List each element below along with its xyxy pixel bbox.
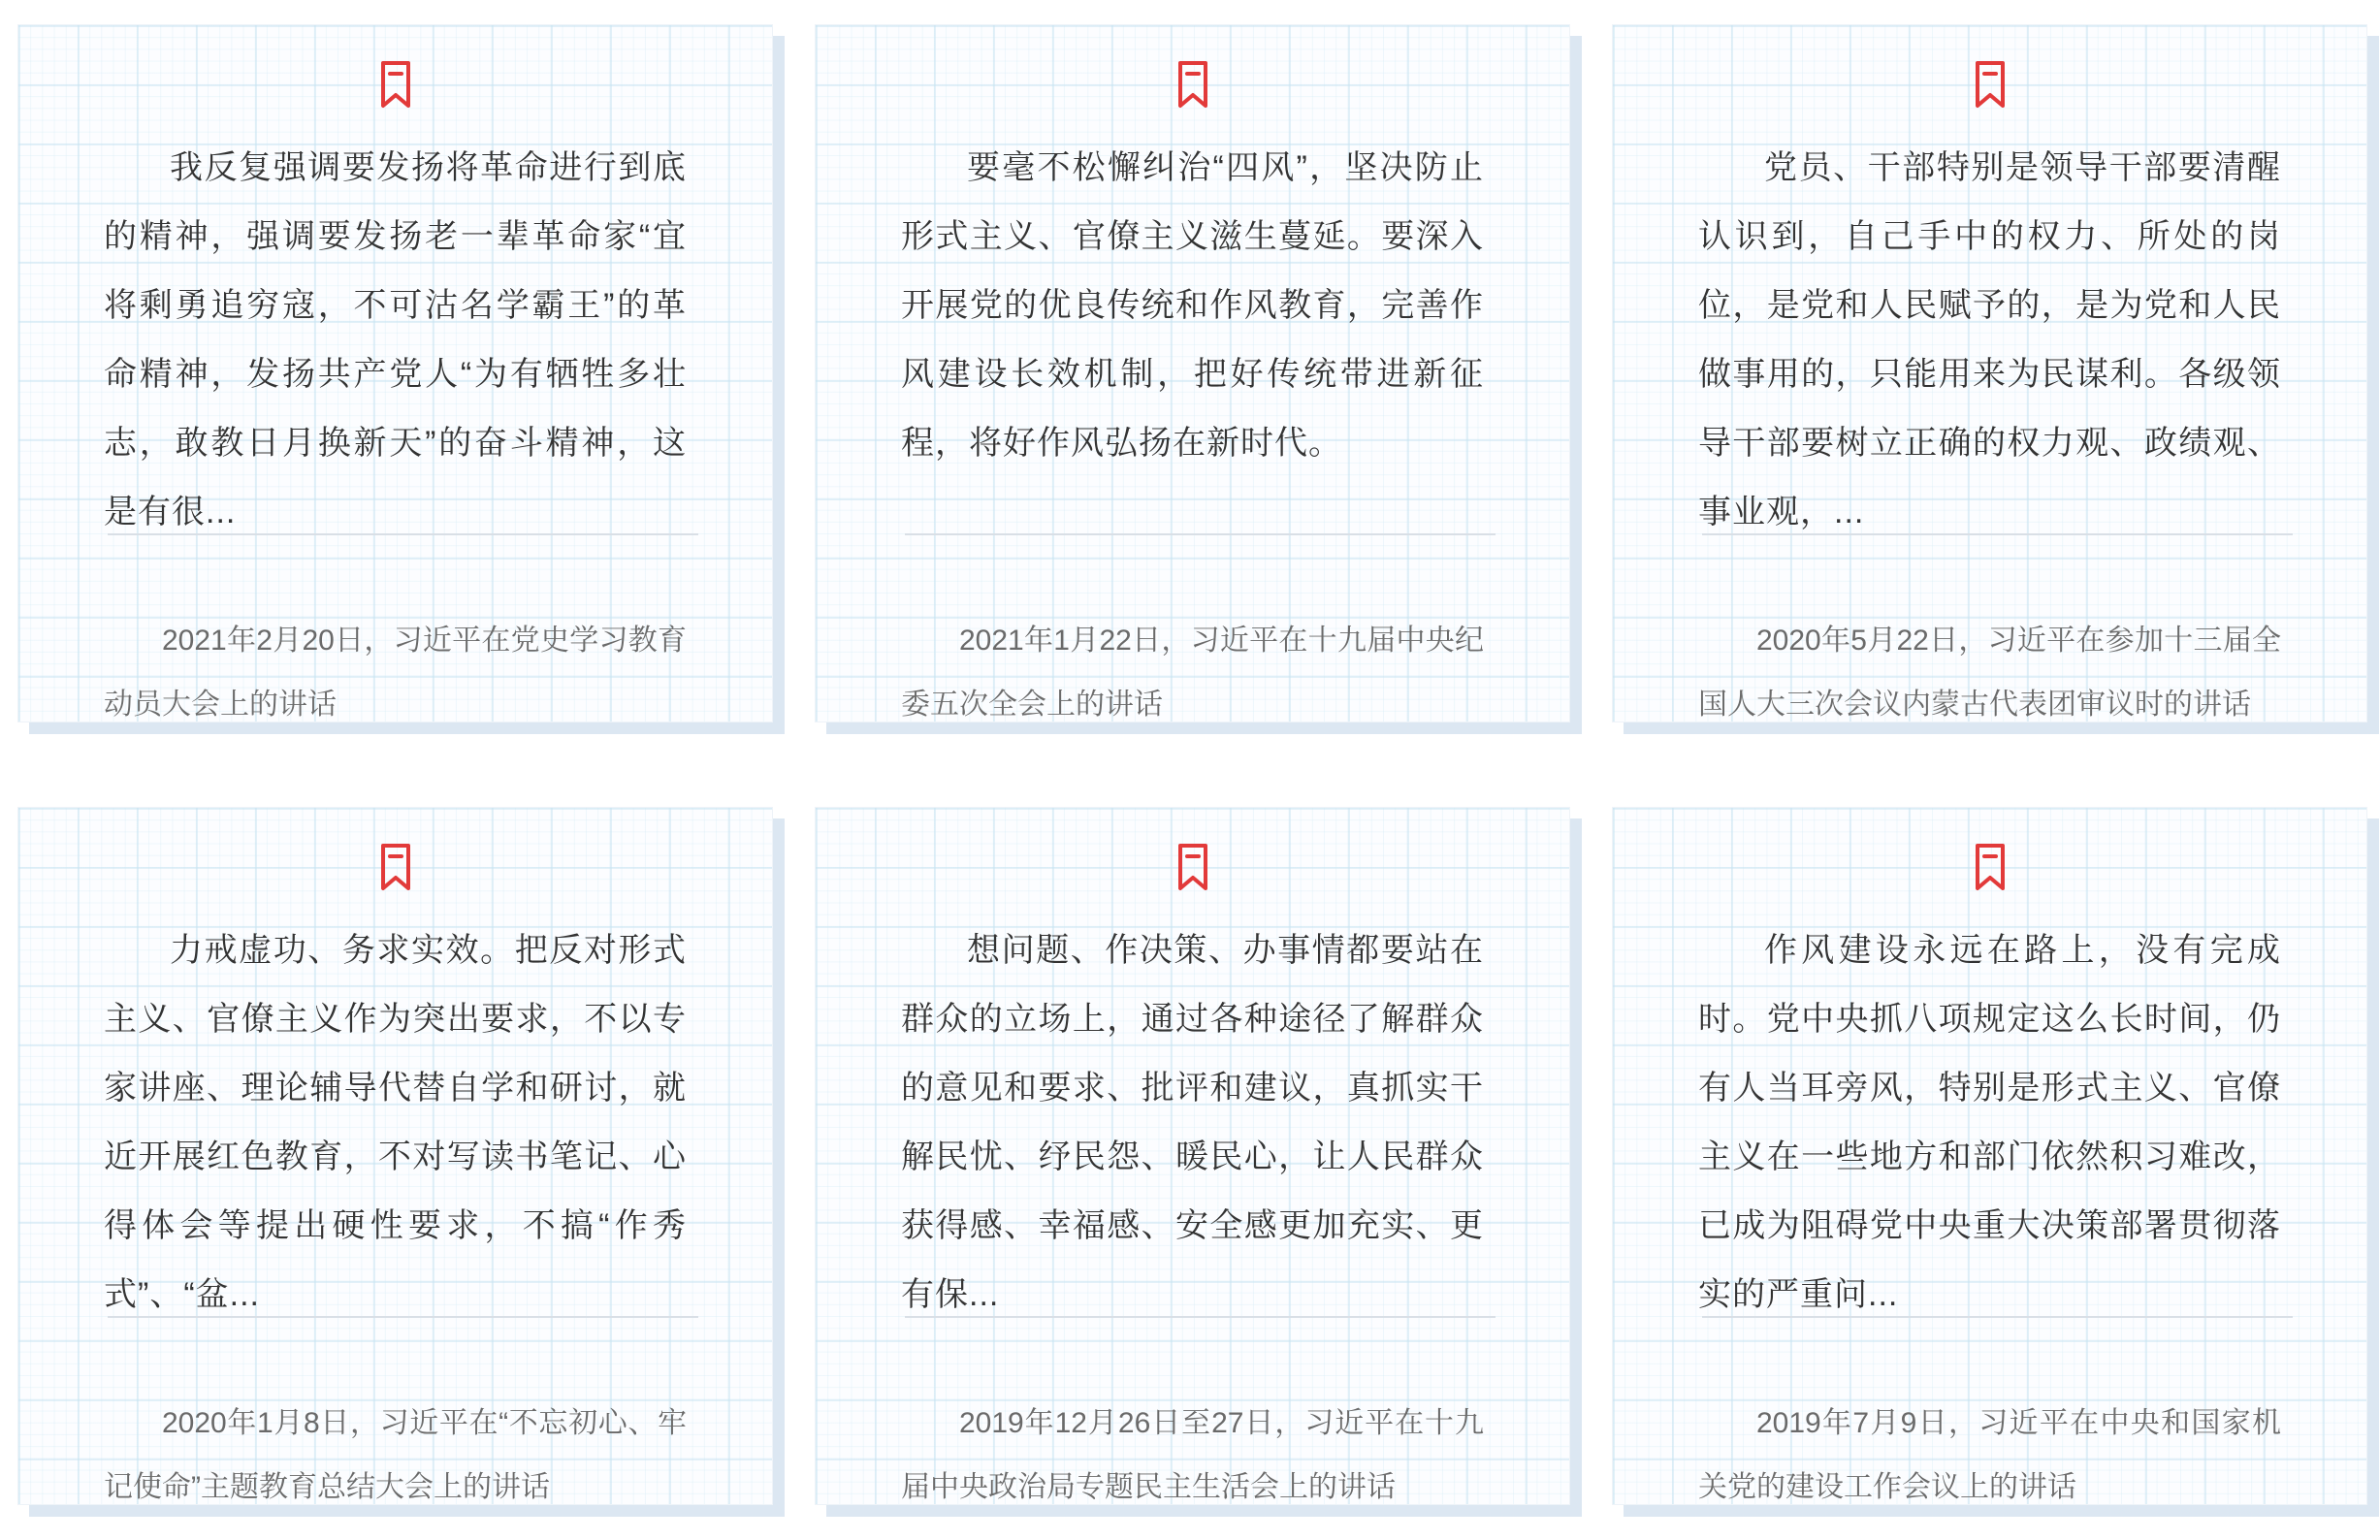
divider: [1702, 1316, 2293, 1318]
source-text: 2020年5月22日，习近平在参加十三届全国人大三次会议内蒙古代表团审议时的讲话: [1698, 625, 2281, 721]
source-text: 2021年1月22日，习近平在十九届中央纪委五次全会上的讲话: [901, 625, 1484, 721]
quote-card: [1612, 24, 2367, 722]
quote-card: [17, 807, 773, 1505]
bookmark-icon: [378, 843, 413, 891]
source-text: 2021年2月20日，习近平在党史学习教育动员大会上的讲话: [104, 625, 687, 721]
quote-text: 力戒虚功、务求实效。把反对形式主义、官僚主义作为突出要求，不以专家讲座、理论辅导代替自学和研讨，就近开展红色教育，不对写读书笔记、心得体会等提出硬性要求，不搞“作秀式”、“盆...: [104, 932, 687, 1313]
quote-text: 党员、干部特别是领导干部要清醒认识到，自己手中的权力、所处的岗位，是党和人民赋予的，是为党和人民做事用的，只能用来为民谋利。各级领导干部要树立正确的权力观、政绩观、事业观，...: [1698, 149, 2281, 530]
quote-text: 作风建设永远在路上，没有完成时。党中央抓八项规定这么长时间，仍有人当耳旁风，特别是形式主义、官僚主义在一些地方和部门依然积习难改，已成为阻碍党中央重大决策部署贯彻落实的严重问...: [1698, 932, 2281, 1313]
bookmark-icon: [1973, 843, 2008, 891]
bookmark-icon: [1175, 60, 1210, 109]
divider: [108, 533, 698, 535]
bookmark-icon: [378, 60, 413, 109]
divider: [108, 1316, 698, 1318]
bookmark-icon: [1973, 60, 2008, 109]
quote-text: 想问题、作决策、办事情都要站在群众的立场上，通过各种途径了解群众的意见和要求、批评和建议，真抓实干解民忧、纾民怨、暖民心，让人民群众获得感、幸福感、安全感更加充实、更有保...: [901, 932, 1484, 1313]
quote-card: [815, 24, 1570, 722]
divider: [905, 533, 1496, 535]
cards-grid: [17, 24, 2367, 1505]
quote-card: [17, 24, 773, 722]
source-text: 2020年1月8日，习近平在“不忘初心、牢记使命”主题教育总结大会上的讲话: [104, 1407, 687, 1503]
source-text: 2019年7月9日，习近平在中央和国家机关党的建设工作会议上的讲话: [1698, 1407, 2281, 1503]
quote-text: 我反复强调要发扬将革命进行到底的精神，强调要发扬老一辈革命家“宜将剩勇追穷寇，不可沽名学霸王”的革命精神，发扬共产党人“为有牺牲多壮志，敢教日月换新天”的奋斗精神，这是有很...: [104, 149, 687, 530]
quote-card: [815, 807, 1570, 1505]
divider: [905, 1316, 1496, 1318]
source-text: 2019年12月26日至27日，习近平在十九届中央政治局专题民主生活会上的讲话: [901, 1407, 1484, 1503]
quote-card: [1612, 807, 2367, 1505]
divider: [1702, 533, 2293, 535]
bookmark-icon: [1175, 843, 1210, 891]
quote-text: 要毫不松懈纠治“四风”，坚决防止形式主义、官僚主义滋生蔓延。要深入开展党的优良传统和作风教育，完善作风建设长效机制，把好传统带进新征程，将好作风弘扬在新时代。: [901, 149, 1484, 462]
